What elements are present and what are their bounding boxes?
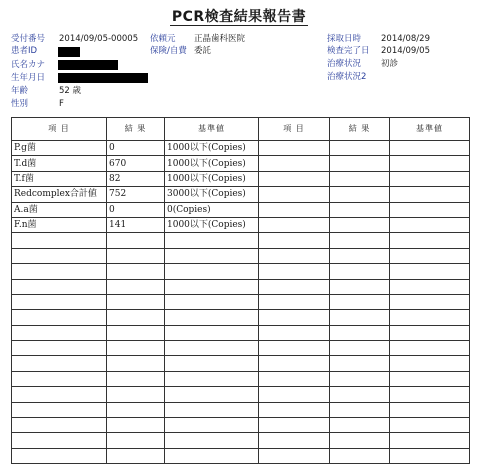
cell-item: Redcomplex合計値	[12, 187, 107, 202]
cell-empty	[259, 202, 330, 217]
table-row-empty	[12, 356, 470, 371]
collection-date-field	[327, 34, 430, 45]
cell-empty	[107, 448, 165, 463]
cell-empty	[259, 402, 330, 417]
cell-empty	[165, 387, 259, 402]
cell-empty	[165, 402, 259, 417]
cell-empty	[390, 418, 470, 433]
cell-empty	[107, 341, 165, 356]
insurance-field	[150, 46, 212, 57]
cell-item: T.f菌	[12, 171, 107, 186]
cell-empty	[12, 387, 107, 402]
sex-label: 性別	[11, 99, 29, 109]
cell-empty	[259, 233, 330, 248]
cell-empty	[259, 433, 330, 448]
cell-empty	[12, 264, 107, 279]
cell-empty	[330, 310, 390, 325]
table-row-empty	[12, 310, 470, 325]
cell-empty	[107, 433, 165, 448]
cell-empty	[330, 279, 390, 294]
birthdate-label: 生年月日	[11, 73, 46, 83]
cell-empty	[107, 264, 165, 279]
cell-result: 0	[107, 141, 165, 156]
cell-empty	[390, 202, 470, 217]
cell-empty	[165, 325, 259, 340]
cell-reference: 0(Copies)	[165, 202, 259, 217]
table-row-empty	[12, 248, 470, 263]
cell-item: T.d菌	[12, 156, 107, 171]
cell-result: 141	[107, 217, 165, 232]
header-result: 結 果	[107, 118, 165, 141]
cell-empty	[12, 418, 107, 433]
patient-id-field	[11, 46, 37, 57]
table-row-empty	[12, 233, 470, 248]
name-kana-label: 氏名カナ	[11, 60, 46, 70]
cell-empty	[330, 187, 390, 202]
cell-empty	[259, 217, 330, 232]
header-reference-2: 基準値	[390, 118, 470, 141]
cell-empty	[259, 156, 330, 171]
cell-empty	[12, 341, 107, 356]
cell-result: 752	[107, 187, 165, 202]
cell-empty	[107, 233, 165, 248]
cell-empty	[390, 294, 470, 309]
cell-empty	[12, 248, 107, 263]
table-row	[12, 202, 470, 217]
cell-empty	[259, 171, 330, 186]
cell-empty	[330, 433, 390, 448]
cell-empty	[165, 310, 259, 325]
table-row	[12, 217, 470, 232]
table-row	[12, 156, 470, 171]
cell-empty	[390, 264, 470, 279]
requester-field	[150, 34, 246, 45]
table-row-empty	[12, 402, 470, 417]
cell-empty	[330, 402, 390, 417]
cell-empty	[390, 448, 470, 463]
cell-empty	[330, 217, 390, 232]
table-row-empty	[12, 433, 470, 448]
collection-date-value: 2014/08/29	[381, 34, 430, 44]
treatment-status-label: 治療状況	[327, 59, 362, 69]
cell-item: F.n菌	[12, 217, 107, 232]
cell-empty	[165, 448, 259, 463]
report-title: PCR検査結果報告書	[171, 9, 307, 25]
patient-id-label: 患者ID	[11, 46, 38, 56]
cell-empty	[390, 279, 470, 294]
cell-empty	[330, 341, 390, 356]
table-row-empty	[12, 387, 470, 402]
cell-reference: 1000以下(Copies)	[165, 217, 259, 232]
cell-result: 0	[107, 202, 165, 217]
cell-empty	[12, 433, 107, 448]
cell-reference: 3000以下(Copies)	[165, 187, 259, 202]
cell-empty	[330, 418, 390, 433]
cell-empty	[107, 310, 165, 325]
cell-empty	[330, 202, 390, 217]
cell-empty	[390, 141, 470, 156]
results-table	[11, 117, 470, 464]
cell-empty	[12, 356, 107, 371]
cell-empty	[165, 418, 259, 433]
cell-empty	[330, 141, 390, 156]
table-header-row	[12, 118, 470, 141]
cell-empty	[165, 279, 259, 294]
exam-done-label: 検査完了日	[327, 46, 370, 56]
cell-empty	[330, 248, 390, 263]
cell-empty	[12, 448, 107, 463]
cell-result: 82	[107, 171, 165, 186]
cell-empty	[107, 325, 165, 340]
cell-empty	[12, 310, 107, 325]
cell-empty	[165, 341, 259, 356]
cell-empty	[330, 294, 390, 309]
cell-reference: 1000以下(Copies)	[165, 141, 259, 156]
cell-empty	[330, 156, 390, 171]
table-row-empty	[12, 448, 470, 463]
cell-empty	[165, 248, 259, 263]
cell-empty	[107, 402, 165, 417]
treatment-status-value: 初診	[381, 59, 399, 69]
table-row-empty	[12, 279, 470, 294]
cell-empty	[330, 371, 390, 386]
cell-empty	[107, 418, 165, 433]
cell-empty	[390, 356, 470, 371]
insurance-label: 保険/自費	[150, 46, 187, 56]
redacted-name	[58, 60, 118, 70]
age-field	[11, 86, 82, 97]
cell-empty	[259, 294, 330, 309]
cell-empty	[390, 325, 470, 340]
cell-empty	[330, 387, 390, 402]
cell-empty	[390, 248, 470, 263]
cell-empty	[259, 356, 330, 371]
redacted-birthdate	[58, 73, 148, 83]
cell-empty	[107, 294, 165, 309]
cell-empty	[390, 156, 470, 171]
cell-empty	[259, 418, 330, 433]
cell-empty	[390, 402, 470, 417]
cell-empty	[165, 371, 259, 386]
redacted-patient-id	[58, 47, 80, 57]
cell-empty	[390, 371, 470, 386]
cell-reference: 1000以下(Copies)	[165, 156, 259, 171]
birthdate-field	[11, 73, 45, 84]
cell-reference: 1000以下(Copies)	[165, 171, 259, 186]
cell-empty	[12, 279, 107, 294]
cell-empty	[165, 356, 259, 371]
header-reference: 基準値	[165, 118, 259, 141]
cell-empty	[12, 402, 107, 417]
requester-label: 依頼元	[150, 34, 176, 44]
treatment-status-field	[327, 59, 399, 70]
cell-empty	[390, 433, 470, 448]
table-row-empty	[12, 264, 470, 279]
cell-empty	[390, 187, 470, 202]
cell-empty	[107, 387, 165, 402]
cell-empty	[330, 264, 390, 279]
table-row-empty	[12, 418, 470, 433]
reception-no-label: 受付番号	[11, 34, 46, 44]
table-row	[12, 187, 470, 202]
cell-empty	[107, 356, 165, 371]
cell-empty	[390, 387, 470, 402]
cell-empty	[259, 387, 330, 402]
cell-item: P.g菌	[12, 141, 107, 156]
cell-empty	[107, 371, 165, 386]
cell-empty	[259, 248, 330, 263]
table-row-empty	[12, 294, 470, 309]
cell-empty	[259, 325, 330, 340]
requester-value: 正晶歯科医院	[194, 34, 246, 44]
cell-empty	[165, 233, 259, 248]
cell-empty	[259, 141, 330, 156]
cell-empty	[107, 279, 165, 294]
table-row	[12, 171, 470, 186]
cell-empty	[259, 341, 330, 356]
cell-empty	[259, 448, 330, 463]
table-row-empty	[12, 341, 470, 356]
header-result-2: 結 果	[330, 118, 390, 141]
insurance-value: 委託	[194, 46, 212, 56]
age-label: 年齢	[11, 86, 29, 96]
cell-empty	[330, 325, 390, 340]
table-row-empty	[12, 371, 470, 386]
cell-empty	[259, 371, 330, 386]
header-item-2: 項 目	[259, 118, 330, 141]
cell-item: A.a菌	[12, 202, 107, 217]
treatment-status2-label: 治療状況2	[327, 72, 367, 82]
cell-empty	[330, 448, 390, 463]
exam-done-field	[327, 46, 430, 57]
cell-empty	[390, 171, 470, 186]
cell-empty	[12, 294, 107, 309]
cell-empty	[12, 233, 107, 248]
cell-empty	[330, 356, 390, 371]
sex-field	[11, 99, 64, 110]
cell-empty	[390, 217, 470, 232]
cell-empty	[107, 248, 165, 263]
age-value: 52 歳	[59, 86, 82, 96]
cell-empty	[165, 264, 259, 279]
cell-result: 670	[107, 156, 165, 171]
sex-value: F	[59, 99, 64, 109]
reception-no-value: 2014/09/05-00005	[59, 34, 139, 44]
cell-empty	[390, 341, 470, 356]
cell-empty	[330, 233, 390, 248]
table-row-empty	[12, 325, 470, 340]
cell-empty	[330, 171, 390, 186]
cell-empty	[390, 233, 470, 248]
table-row	[12, 141, 470, 156]
treatment-status2-field	[327, 72, 366, 83]
name-kana-field	[11, 60, 45, 71]
cell-empty	[259, 279, 330, 294]
cell-empty	[259, 310, 330, 325]
cell-empty	[12, 371, 107, 386]
cell-empty	[259, 264, 330, 279]
cell-empty	[165, 433, 259, 448]
cell-empty	[390, 310, 470, 325]
reception-no-field	[11, 34, 139, 45]
cell-empty	[12, 325, 107, 340]
cell-empty	[259, 187, 330, 202]
header-item: 項 目	[12, 118, 107, 141]
exam-done-value: 2014/09/05	[381, 46, 430, 56]
cell-empty	[165, 294, 259, 309]
collection-date-label: 採取日時	[327, 34, 362, 44]
